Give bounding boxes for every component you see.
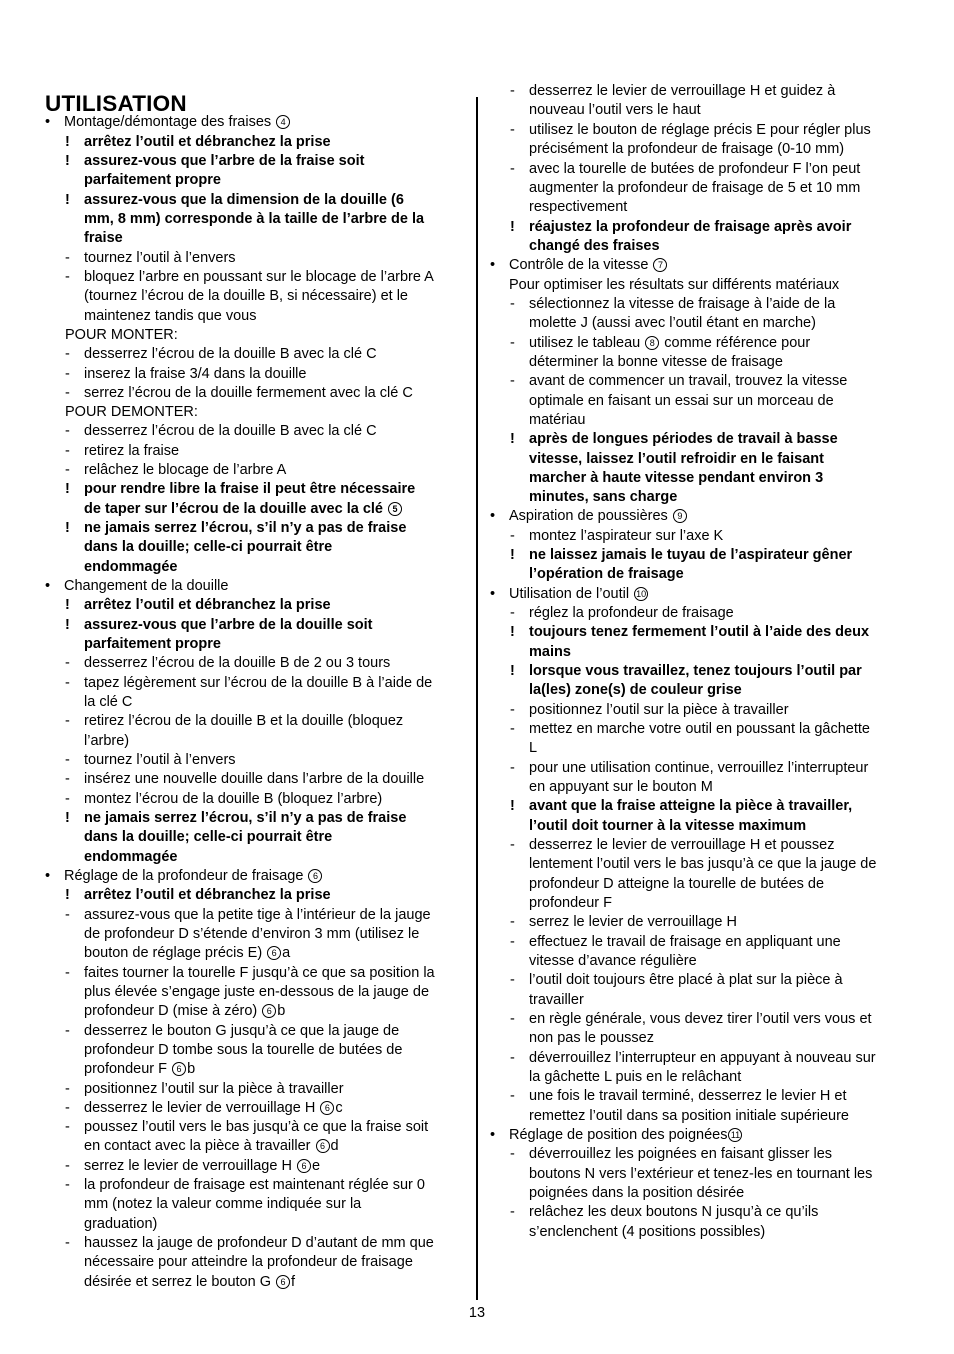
instruction-text: s’enclenchent (4 positions possibles) [529, 1224, 766, 1240]
dash-marker: - [65, 269, 70, 285]
instruction-text: déverrouillez l’interrupteur en appuyant à nouveau sur [529, 1050, 876, 1066]
instruction-text: desserrez le levier de verrouillage H 6 c [84, 1100, 343, 1116]
warning-text: pour rendre libre la fraise il peut être nécessaire [84, 481, 416, 497]
instruction-text: desserrez l’écrou de la douille B avec la clé C [84, 423, 377, 439]
instruction-text: retirez la fraise [84, 443, 180, 459]
page-number: 13 [468, 1305, 486, 1321]
warning-text: parfaitement propre [84, 172, 221, 188]
warning-text: endommagée [84, 559, 178, 575]
instruction-text: mettez en marche votre outil en poussant la gâchette [529, 721, 870, 737]
section-heading: Montage/démontage des fraises 4 [64, 113, 291, 132]
dash-marker: - [510, 1204, 515, 1220]
instruction-text: respectivement [529, 199, 628, 215]
warning-text: dans la douille; celle-ci pourrait être [84, 829, 333, 845]
figure-ref-icon: 7 [653, 258, 667, 272]
section-heading: Utilisation de l’outil 10 [509, 586, 647, 602]
instruction-text: effectuez le travail de fraisage en appliquant une [529, 934, 841, 950]
instruction-text: en règle générale, vous devez tirer l’outil vers vous et [529, 1011, 872, 1027]
instruction-text: avant de commencer un travail, trouvez la vitesse [529, 373, 848, 389]
figure-ref-icon: 8 [645, 336, 659, 350]
warning-marker: ! [65, 617, 70, 633]
dash-marker: - [65, 752, 70, 768]
instruction-text: serrez le levier de verrouillage H 6 e [84, 1158, 321, 1174]
dash-marker: - [510, 528, 515, 544]
instruction-text: molette J (aussi avec l’outil étant en marche) [529, 315, 816, 331]
section-heading: Contrôle de la vitesse 7 [509, 256, 668, 275]
dash-marker: - [510, 296, 515, 312]
dash-marker: - [65, 366, 70, 382]
instruction-text: desserrez le bouton G jusqu’à ce que la jauge de [84, 1023, 400, 1039]
dash-marker: - [510, 914, 515, 930]
dash-marker: - [510, 122, 515, 138]
instruction-text: graduation) [84, 1216, 158, 1232]
column-divider [476, 97, 478, 1300]
bullet-icon: • [45, 868, 51, 884]
warning-text: lorsque vous travaillez, tenez toujours l’outil par [529, 663, 862, 679]
dash-marker: - [65, 443, 70, 459]
warning-text: assurez-vous que la dimension de la douille (6 [84, 192, 404, 208]
instruction-text: POUR MONTER: [65, 327, 178, 343]
instruction-text: desserrez l’écrou de la douille B de 2 ou 3 tours [84, 655, 391, 671]
warning-marker: ! [65, 481, 70, 497]
figure-ref-icon: 10 [636, 589, 647, 599]
warning-text: mm, 8 mm) corresponde à la taille de l’arbre de la [84, 211, 425, 227]
instruction-text: desserrez le levier de verrouillage H et poussez [529, 837, 835, 853]
bullet-icon: • [490, 508, 496, 524]
instruction-text: déterminer la bonne vitesse de fraisage [529, 354, 783, 370]
instruction-text: boutons N vers l’extérieur et tenez-les en tournant les [529, 1166, 873, 1182]
warning-marker: ! [510, 219, 515, 235]
instruction-text: la clé C [84, 694, 133, 710]
instruction-text: remettez l’outil dans sa position initiale supérieure [529, 1108, 849, 1124]
dash-marker: - [510, 972, 515, 988]
dash-marker: - [65, 1119, 70, 1135]
dash-marker: - [510, 1088, 515, 1104]
instruction-text: (tournez l’écrou de la douille B, si nécessaire) et le [84, 288, 408, 304]
instruction-text: insérez une nouvelle douille dans l’arbre de la douille [84, 771, 425, 787]
instruction-text: en appuyant sur le bouton M [529, 779, 713, 795]
warning-marker: ! [65, 520, 70, 536]
instruction-text: l’arbre) [84, 733, 130, 749]
instruction-text: desserrez l’écrou de la douille B avec la clé C [84, 346, 377, 362]
warning-marker: ! [65, 192, 70, 208]
warning-marker: ! [65, 134, 70, 150]
instruction-text: optimale en faisant un essai sur un morceau de [529, 393, 834, 409]
warning-text: changé des fraises [529, 238, 660, 254]
instruction-text: bouton de réglage précis E) 6 a [84, 945, 291, 961]
instruction-text: inserez la fraise 3/4 dans la douille [84, 366, 307, 382]
dash-marker: - [65, 462, 70, 478]
dash-marker: - [65, 1158, 70, 1174]
instruction-text: la profondeur de fraisage est maintenant réglée sur 0 [84, 1177, 425, 1193]
warning-text: fraise [84, 230, 123, 246]
warning-text: dans la douille; celle-ci pourrait être [84, 539, 333, 555]
warning-marker: ! [510, 624, 515, 640]
dash-marker: - [65, 1177, 70, 1193]
dash-marker: - [65, 791, 70, 807]
dash-marker: - [510, 373, 515, 389]
section-heading: Aspiration de poussières 9 [509, 507, 688, 526]
instruction-text: assurez-vous que la petite tige à l’intérieur de la jauge [84, 907, 431, 923]
instruction-text: utilisez le bouton de réglage précis E pour régler plus [529, 122, 871, 138]
instruction-text: nécessaire pour atteindre la profondeur de fraisage [84, 1254, 413, 1270]
instruction-text: montez l’écrou de la douille B (bloquez l’arbre) [84, 791, 383, 807]
instruction-text: poussez l’outil vers le bas jusqu’à ce que la fraise soit [84, 1119, 429, 1135]
instruction-text: desserrez le levier de verrouillage H et guidez à [529, 83, 836, 99]
instruction-text: positionnez l’outil sur la pièce à travailler [84, 1081, 344, 1097]
dash-marker: - [510, 605, 515, 621]
dash-marker: - [65, 713, 70, 729]
warning-text: de taper sur l’écrou de la douille avec la clé 5 [84, 500, 403, 519]
instruction-text: en contact avec la pièce à travailler 6 d [84, 1138, 339, 1154]
dash-marker: - [510, 760, 515, 776]
dash-marker: - [65, 907, 70, 923]
instruction-text: tournez l’outil à l’envers [84, 752, 236, 768]
instruction-text: lentement l’outil vers le bas jusqu’à ce que la jauge de [529, 856, 877, 872]
instruction-text: retirez l’écrou de la douille B et la douille (bloquez [84, 713, 404, 729]
instruction-text: avec la tourelle de butées de profondeur F l’on peut [529, 161, 861, 177]
dash-marker: - [65, 385, 70, 401]
dash-marker: - [510, 1146, 515, 1162]
warning-text: mains [529, 644, 571, 660]
instruction-text: réglez la profondeur de fraisage [529, 605, 734, 621]
figure-ref-icon: 6 [172, 1062, 186, 1076]
section-title: UTILISATION [45, 91, 187, 116]
instruction-text: poignées dans la position désirée [529, 1185, 745, 1201]
instruction-text: profondeur D tombe sous la tourelle de butées de [84, 1042, 403, 1058]
bullet-icon: • [45, 114, 51, 130]
instruction-text: POUR DEMONTER: [65, 404, 198, 420]
dash-marker: - [510, 837, 515, 853]
bullet-icon: • [45, 578, 51, 594]
instruction-text: L [529, 740, 538, 756]
instruction-text: serrez l’écrou de la douille fermement avec la clé C [84, 385, 413, 401]
figure-ref-icon: 6 [308, 869, 322, 883]
warning-text: arrêtez l’outil et débranchez la prise [84, 887, 331, 903]
instruction-text: nouveau l’outil vers le haut [529, 102, 701, 118]
warning-marker: ! [65, 810, 70, 826]
instruction-text: mm (notez la valeur comme indiquée sur la [84, 1196, 362, 1212]
instruction-text: Pour optimiser les résultats sur différents matériaux [509, 277, 840, 293]
dash-marker: - [510, 1011, 515, 1027]
warning-text: assurez-vous que l’arbre de la fraise soit [84, 153, 365, 169]
warning-text: réajustez la profondeur de fraisage après avoir [529, 219, 852, 235]
warning-text: avant que la fraise atteigne la pièce à travailler, [529, 798, 853, 814]
warning-text: après de longues périodes de travail à basse [529, 431, 838, 447]
dash-marker: - [510, 934, 515, 950]
instruction-text: matériau [529, 412, 586, 428]
instruction-text: travailler [529, 992, 584, 1008]
section-heading: Réglage de la profondeur de fraisage 6 [64, 867, 323, 886]
instruction-text: désirée et serrez le bouton G 6 f [84, 1274, 296, 1290]
instruction-text: profondeur F 6 b [84, 1061, 196, 1077]
dash-marker: - [65, 655, 70, 671]
instruction-text: de profondeur D s’étende d’environ 3 mm (utilisez le [84, 926, 420, 942]
instruction-text: non pas le poussez [529, 1030, 654, 1046]
dash-marker: - [65, 965, 70, 981]
instruction-text: l’outil doit toujours être placé à plat sur la pièce à [529, 972, 843, 988]
figure-ref-icon: 6 [297, 1159, 311, 1173]
dash-marker: - [65, 423, 70, 439]
dash-marker: - [65, 675, 70, 691]
warning-marker: ! [65, 887, 70, 903]
warning-text: endommagée [84, 849, 178, 865]
bullet-icon: • [490, 1127, 496, 1143]
warning-text: parfaitement propre [84, 636, 221, 652]
instruction-text: sélectionnez la vitesse de fraisage à l’aide de la [529, 296, 836, 312]
dash-marker: - [65, 346, 70, 362]
figure-ref-icon: 6 [316, 1139, 330, 1153]
dash-marker: - [65, 1023, 70, 1039]
warning-text: ne jamais serrez l’écrou, s’il n’y a pas de fraise [84, 520, 407, 536]
instruction-text: une fois le travail terminé, desserrez le levier H et [529, 1088, 847, 1104]
dash-marker: - [65, 250, 70, 266]
warning-marker: ! [510, 547, 515, 563]
figure-ref-icon: 6 [320, 1101, 334, 1115]
instruction-text: plus élevée s’engage juste en-dessous de la jauge de [84, 984, 430, 1000]
instruction-text: montez l’aspirateur sur l’axe K [529, 528, 724, 544]
warning-marker: ! [510, 431, 515, 447]
warning-text: arrêtez l’outil et débranchez la prise [84, 597, 331, 613]
instruction-text: bloquez l’arbre en poussant sur le blocage de l’arbre A [84, 269, 434, 285]
instruction-text: profondeur D (mise à zéro) 6 b [84, 1003, 286, 1019]
figure-ref-icon: 4 [276, 115, 290, 129]
warning-text: assurez-vous que l’arbre de la douille soit [84, 617, 373, 633]
instruction-text: pour une utilisation continue, verrouillez l’interrupteur [529, 760, 869, 776]
instruction-text: augmenter la profondeur de fraisage de 5 et 10 mm [529, 180, 861, 196]
warning-text: l’outil doit tourner à la vitesse maximum [529, 818, 807, 834]
dash-marker: - [510, 161, 515, 177]
warning-marker: ! [510, 798, 515, 814]
warning-marker: ! [65, 153, 70, 169]
figure-ref-icon: 6 [267, 946, 281, 960]
dash-marker: - [510, 83, 515, 99]
warning-text: ne jamais serrez l’écrou, s’il n’y a pas de fraise [84, 810, 407, 826]
dash-marker: - [65, 771, 70, 787]
instruction-text: haussez la jauge de profondeur D d’autant de mm que [84, 1235, 434, 1251]
warning-marker: ! [510, 663, 515, 679]
instruction-text: précisément la profondeur de fraisage (0-10 mm) [529, 141, 845, 157]
bullet-icon: • [490, 257, 496, 273]
instruction-text: relâchez les deux boutons N jusqu’à ce qu’ils [529, 1204, 819, 1220]
warning-text: vitesse, laissez l’outil refroidir en le faisant [529, 451, 824, 467]
dash-marker: - [510, 1050, 515, 1066]
figure-ref-icon: 6 [276, 1275, 290, 1289]
warning-text: minutes, sans charge [529, 489, 678, 505]
dash-marker: - [510, 702, 515, 718]
warning-text: l’opération de fraisage [529, 566, 684, 582]
instruction-text: profondeur F [529, 895, 613, 911]
instruction-text: positionnez l’outil sur la pièce à travailler [529, 702, 789, 718]
section-heading: Changement de la douille [64, 578, 229, 594]
figure-ref-icon: 9 [673, 509, 687, 523]
instruction-text: la gâchette L puis en le relâchant [529, 1069, 742, 1085]
bullet-icon: • [490, 586, 496, 602]
instruction-text: utilisez le tableau 8 comme référence pour [529, 335, 811, 351]
figure-ref-icon: 11 [728, 1128, 742, 1142]
dash-marker: - [510, 721, 515, 737]
warning-marker: ! [65, 597, 70, 613]
warning-text: ne laissez jamais le tuyau de l’aspirateur gêner [529, 547, 853, 563]
instruction-text: tournez l’outil à l’envers [84, 250, 236, 266]
warning-text: la(les) zone(s) de couleur grise [529, 682, 742, 698]
warning-text: toujours tenez fermement l’outil à l’aide des deux [529, 624, 870, 640]
instruction-text: tapez légèrement sur l’écrou de la douille B à l’aide de [84, 675, 433, 691]
dash-marker: - [65, 1100, 70, 1116]
warning-text: marcher à haute vitesse pendant environ 3 [529, 470, 824, 486]
instruction-text: profondeur D atteigne la tourelle de butées de [529, 876, 825, 892]
warning-text: arrêtez l’outil et débranchez la prise [84, 134, 331, 150]
dash-marker: - [65, 1081, 70, 1097]
instruction-text: relâchez le blocage de l’arbre A [84, 462, 287, 478]
dash-marker: - [510, 335, 515, 351]
figure-ref-icon: 5 [388, 502, 402, 516]
instruction-text: serrez le levier de verrouillage H [529, 914, 737, 930]
figure-ref-icon: 6 [262, 1004, 276, 1018]
section-heading: Réglage de position des poignées 11 [509, 1126, 743, 1145]
instruction-text: vitesse d’avance régulière [529, 953, 697, 969]
instruction-text: faites tourner la tourelle F jusqu’à ce que sa position la [84, 965, 435, 981]
instruction-text: déverrouillez les poignées en faisant glisser les [529, 1146, 833, 1162]
dash-marker: - [65, 1235, 70, 1251]
instruction-text: maintenez tandis que vous [84, 308, 257, 324]
